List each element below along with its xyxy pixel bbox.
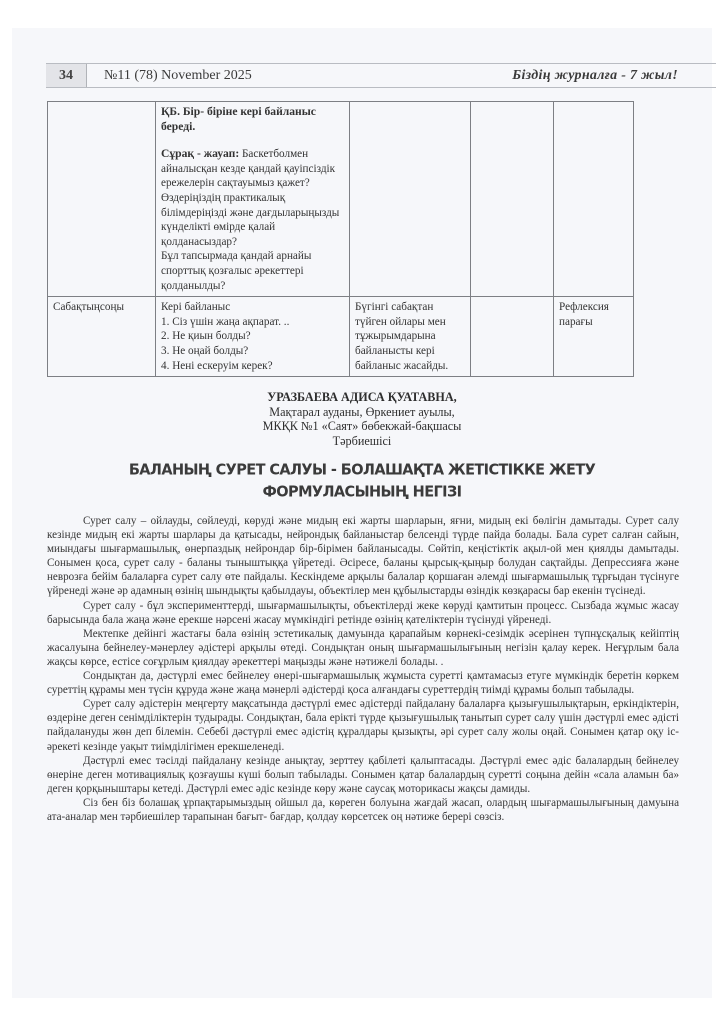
student-activity-cell: Бүгінгі сабақтан түйген ойлары мен тұжырымдарына байланысты кері байланыс жасайды. [350, 297, 471, 377]
list-item: 3. Не оңай болды? [161, 344, 249, 357]
article-title-line: БАЛАНЫҢ СУРЕТ САЛУЫ - БОЛАШАҚТА ЖЕТІСТІККЕ ЖЕТУ [128, 462, 596, 479]
table-cell [554, 102, 634, 297]
page-number: 34 [46, 64, 87, 87]
question-text-2: Бұл тапсырмада қандай арнайы спорттық қозғалыс әрекеттері қолданылды? [161, 250, 312, 292]
table-row [48, 297, 634, 377]
table-cell [350, 102, 471, 297]
paragraph: Сурет салу – ойлауды, сөйлеуді, көруді және мидың екі жарты шарларын, яғни, мидың екі бөлігін дамытады. Сурет салу кезінде мидың екі жарты шарлары да қатысады, нейрондық байланыстар белсенді түрде пайда болады. Бала сурет салған сайын, миындағы шығармашылық, өнерпаздық нейрондар бір-бірімен байланысады. Сөйтіп, кеңістіктік ақыл-ой мен қиялды дамытады. Сонымен қоса, сурет салу - баланы тыныштыққа үйретеді. Әсіресе, баланы қырсық-қыңыр болудан сақтайды. Депрессияға және неврозға бейім балаларға сурет салу өте пайдалы. Кескіндеме арқылы балалар қоршаған әлемді шығармашылық тұрғыдан түсінуге үйренеді және әр адамның өзінің шындықты қабылдауы, объектілер мен құбылыстарды өзіндік көзқарасы бар екенін түсінеді. [47, 515, 679, 598]
paragraph: Сондықтан да, дәстүрлі емес бейнелеу өнері-шығармашылық жұмыста суретті қамтамасыз етуге мүмкіндік беретін көркем суреттің құрамы мен түсін құруда және жаңа мәнерлі әдістерді қоса алғандағы суреттердің тиімді құрамы болып табылады. [47, 670, 679, 697]
paragraph: Сурет салу әдістерін меңгерту мақсатында дәстүрлі емес әдістерді пайдалану балаларға қызығушылықтарын, еркіндіктерін, өздеріне деген сенімділіктерін тудырады. Сондықтан, бала ерікті түрде қызығушылық танытып сурет салу үшін дәстүрлі емес әдісті пайдалануды жөн деп білемін. Себебі дәстүрлі емес әдістің құралдары қызықты, әрі сурет салу жолы оңай. Сонымен қатар оқу іс- әрекеті кезінде уақыт тиімділігімен ерекшеленеді. [47, 698, 679, 753]
author-position: Тәрбиешісі [332, 433, 392, 448]
table-cell [471, 102, 554, 297]
paragraph: Мектепке дейінгі жастағы бала өзінің эстетикалық дамуында қарапайым көрнекі-сезімдік әсерінен түпнұсқалық кейіптің жасалуына бейнелеу-мәнерлеу әдістері арқылы өтеді. Сондықтан оның шығармашылығының негізін қалау керек. Неғұрлым бала жақсы көрсе, естісе соғұрлым қиялдау әрекеттері маңызды және нәтижелі болады. . [47, 627, 679, 668]
author-location: Мақтарал ауданы, Өркениет ауылы, [269, 404, 455, 419]
list-item: Кері байланыс [161, 301, 231, 314]
issue-label: №11 (78) November 2025 [104, 68, 252, 83]
article-title [0, 460, 724, 504]
question-text: Баскетболмен айналысқан кезде қандай қауіпсіздік ережелерін сақтауымыз қажет? Өздеріңіздің практикалық білімдеріңізді және дағдыларыңызды күнделікті өмірде қалай қолданасыздар? [161, 148, 340, 248]
lesson-plan-table [47, 101, 634, 377]
table-cell [471, 297, 554, 377]
list-item: 1. Сіз үшін жаңа ақпарат. .. [161, 315, 290, 328]
article-body [47, 514, 679, 824]
author-organization: МКҚК №1 «Саят» бөбекжай-бақшасы [262, 419, 462, 433]
feedback-heading: ҚБ. Бір- біріне кері байланыс береді. [161, 105, 316, 133]
table-row [48, 102, 634, 297]
question-block [161, 147, 344, 249]
page-header [46, 63, 716, 88]
author-name: УРАЗБАЕВА АДИСА ҚУАТАВНА, [267, 390, 457, 404]
paragraph: Сурет салу - бұл эксперименттерді, шығармашылықты, объектілерді жеке көруді қамтитын процесс. Сызбада жұмыс жасау барысында бала жаңа және ерекше нәрсені жасау мүмкіндігі ретінде өзінің қателіктерін түсінуді үйренеді. [47, 599, 679, 626]
resources-cell: Рефлексия парағы [554, 297, 634, 377]
author-block [0, 390, 724, 448]
feedback-list-cell [156, 297, 350, 377]
table-cell [48, 102, 156, 297]
table-cell [156, 102, 350, 297]
paragraph: Дәстүрлі емес тәсілді пайдалану кезінде анықтау, зерттеу қабілеті қалыптасады. Дәстүрлі емес әдіс балалардың бейнелеу өнеріне деген мотивациялық қозғаушы күші болып табылады. Сонымен қатар балалардың суретті соңына дейін «сала аламын ба» деген қорқыныштары кетеді. Дәстүрлі емес әдіс кезінде көру және саусақ моторикасы жақсы дамиды. [47, 754, 679, 795]
article-title-line: ФОРМУЛАСЫНЫҢ НЕГІЗІ [262, 484, 462, 501]
list-item: 4. Нені ескеруім керек? [161, 359, 273, 372]
journal-slogan: Біздің журналға - 7 жыл! [512, 68, 678, 83]
lesson-stage-cell: Сабақтыңсоңы [48, 297, 156, 377]
list-item: 2. Не қиын болды? [161, 330, 251, 343]
paragraph: Сіз бен біз болашақ ұрпақтарымыздың ойшыл да, көреген болуына жағдай жасап, олардың шығармашылығының дамуына ата-аналар мен тәрбиешілер тарапынан бағыт- бағдар, қолдау көрсетсек оң нәтиже берері сөзсіз. [47, 796, 679, 823]
question-label: Сұрақ - жауап: [161, 147, 240, 161]
